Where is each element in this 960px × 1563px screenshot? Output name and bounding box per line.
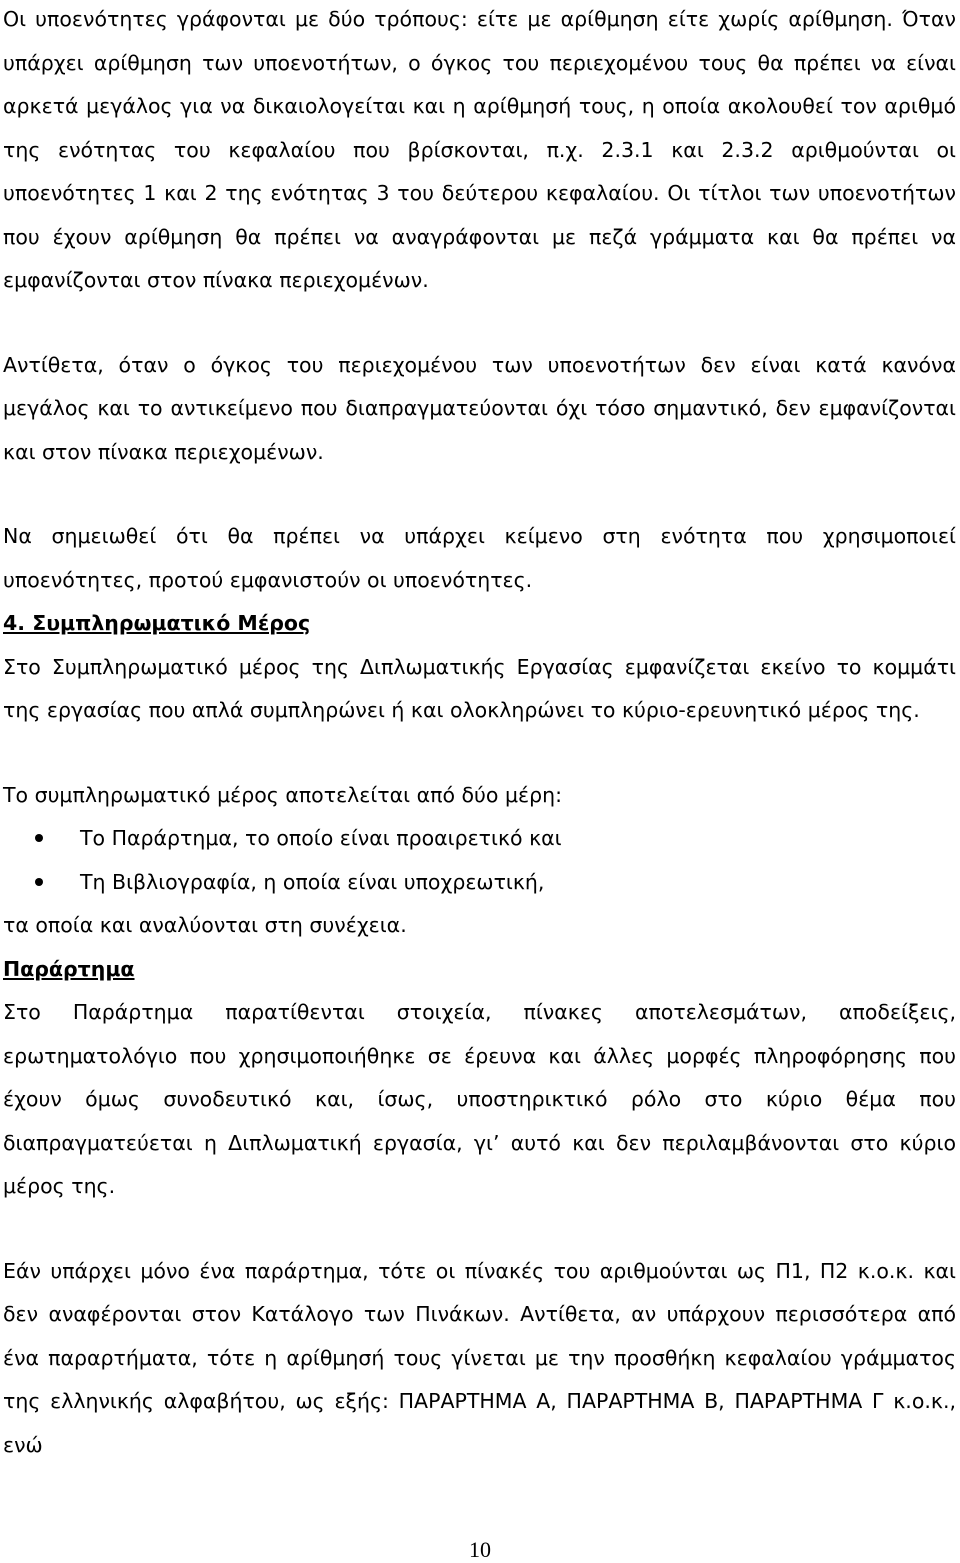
paragraph-text-before-subsections: Να σημειωθεί ότι θα πρέπει να υπάρχει κείμενο στη ενότητα που χρησιμοποιεί υποενότητες, προτού εμφανιστούν οι υποενότητες. [3,524,956,592]
page-number: 10 [469,1537,491,1562]
section-heading-supplementary: 4. Συμπληρωματικό Μέρος [3,611,311,635]
section-heading-appendix: Παράρτημα [3,956,135,981]
paragraph-supplementary-intro: Στο Συμπληρωματικό μέρος της Διπλωματικής Εργασίας εμφανίζεται εκείνο το κομμάτι της εργασίας που απλά συμπληρώνει ή και ολοκληρώνει το κύριο-ερευνητικό μέρος της. [3,654,956,722]
document-page [3,0,956,1467]
paragraph-subsection-no-numbering: Αντίθετα, όταν ο όγκος του περιεχομένου των υποενοτήτων δεν είναι κατά κανόνα μεγάλος και το αντικείμενο που διαπραγματεύονται όχι τόσο σημαντικό, δεν εμφανίζονται και στον πίνακα περιεχομένων. [3,352,956,464]
list-item-text: Τη Βιβλιογραφία, η οποία είναι υποχρεωτική, [80,869,545,894]
paragraph-appendix-contents: Στο Παράρτημα παρατίθενται στοιχεία, πίνακες αποτελεσμάτων, αποδείξεις, ερωτηματολόγιο που χρησιμοποιήθηκε σε έρευνα και άλλες μορφές πληροφόρησης που έχουν όμως συνοδευτικό και, ίσως, υποστηρικτικό ρόλο στο κύριο θέμα που διαπραγματεύεται η Διπλωματική εργασία, γι’ αυτό και δεν περιλαμβάνονται στο κύριο μέρος της. [3,1000,956,1198]
paragraph-supplementary-parts: Το συμπληρωματικό μέρος αποτελείται από δύο μέρη: [3,782,563,807]
list-item-text: Το Παράρτημα, το οποίο είναι προαιρετικό και [80,826,562,850]
list-item [3,861,956,905]
paragraph-analyzed-next: τα οποία και αναλύονται στη συνέχεια. [3,913,407,937]
bullet-icon [35,878,43,886]
paragraph-subsection-numbering: Οι υποενότητες γράφονται με δύο τρόπους: είτε με αρίθμηση είτε χωρίς αρίθμηση. Όταν υπάρχει αρίθμηση των υποενοτήτων, ο όγκος του περιεχομένου τους θα πρέπει να είναι αρκετά μεγάλος για να δικαιολογείται και η αρίθμησή τους, η οποία ακολουθεί τον αριθμό της ενότητας του κεφαλαίου που βρίσκονται, π.χ. 2.3.1 και 2.3.2 αριθμούνται οι υποενότητες 1 και 2 της ενότητας 3 του δεύτερου κεφαλαίου. Οι τίτλοι των υποενοτήτων που έχουν αρίθμηση θα πρέπει να αναγράφονται με πεζά γράμματα και θα πρέπει να εμφανίζονται στον πίνακα περιεχομένων. [3,7,956,292]
paragraph-appendix-numbering: Εάν υπάρχει μόνο ένα παράρτημα, τότε οι πίνακές του αριθμούνται ως Π1, Π2 κ.ο.κ. και δεν αναφέρονται στον Κατάλογο των Πινάκων. Αντίθετα, αν υπάρχουν περισσότερα από ένα παραρτήματα, τότε η αρίθμησή τους γίνεται με την προσθήκη κεφαλαίου γράμματος της ελληνικής αλφαβήτου, ως εξής: ΠΑΡΑΡΤΗΜΑ Α, ΠΑΡΑΡΤΗΜΑ Β, ΠΑΡΑΡΤΗΜΑ Γ κ.ο.κ., ενώ [3,1258,956,1457]
bullet-icon [35,834,43,842]
bullet-list [3,817,956,904]
list-item [3,817,956,861]
